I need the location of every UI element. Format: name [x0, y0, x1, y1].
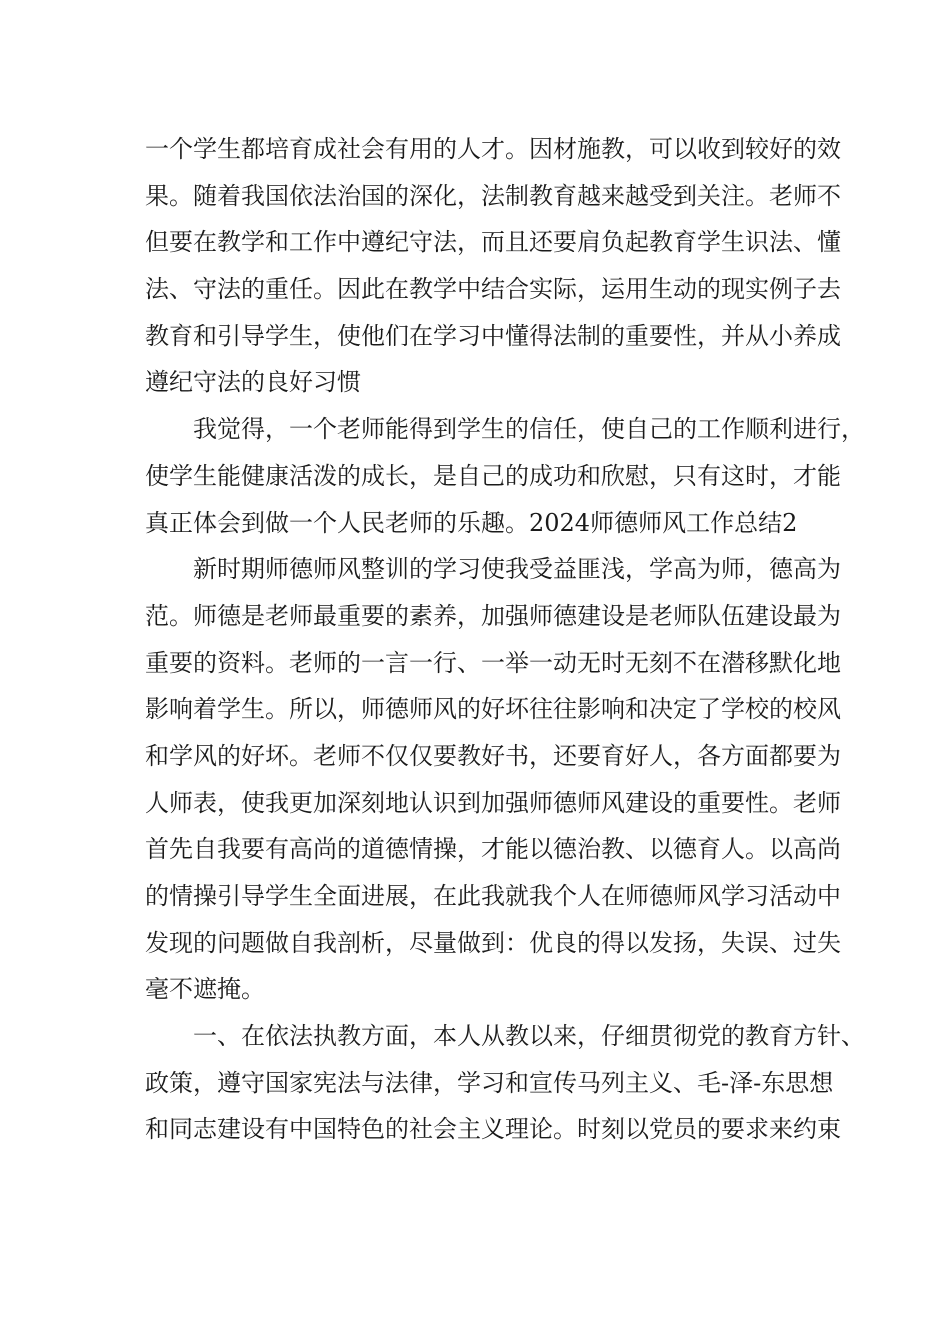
- text-line: 我 觉 得 ， 一 个 老 师 能 得 到 学 生 的 信 任 ， 使 自 己 的 工 作 顺 利 进 行 ，: [193, 415, 865, 444]
- text-line: 发 现 的 问 题 做 自 我 剖 析 ， 尽 量 做 到 ： 优 良 的 得 以 发 扬 ， 失 误 、 过 失: [145, 928, 841, 957]
- text-line: 政 策 ， 遵 守 国 家 宪 法 与 法 律 ， 学 习 和 宣 传 马 列 主 义 、 毛 - 泽 - 东 思 想: [145, 1068, 834, 1097]
- text-line: 但 要 在 教 学 和 工 作 中 遵 纪 守 法 ， 而 且 还 要 肩 负 起 教 育 学 生 识 法 、 懂: [145, 228, 841, 257]
- text-line: 和 同 志 建 设 有 中 国 特 色 的 社 会 主 义 理 论 。 时 刻 以 党 员 的 要 求 来 约 束: [145, 1115, 841, 1144]
- text-line: 的 情 操 引 导 学 生 全 面 进 展 ， 在 此 我 就 我 个 人 在 师 德 师 风 学 习 活 动 中: [145, 882, 841, 910]
- text-line: 新 时 期 师 德 师 风 整 训 的 学 习 使 我 受 益 匪 浅 ， 学 高 为 师 ， 德 高 为: [193, 555, 841, 584]
- text-line: 真正体会到做一个人民老师的乐趣。2024师德师风工作总结2: [145, 508, 798, 537]
- text-line: 范 。 师 德 是 老 师 最 重 要 的 素 养 ， 加 强 师 德 建 设 是 老 师 队 伍 建 设 最 为: [145, 601, 841, 630]
- text-line: 教 育 和 引 导 学 生 ， 使 他 们 在 学 习 中 懂 得 法 制 的 重 要 性 ， 并 从 小 养 成: [145, 321, 841, 350]
- text-line: 法 、 守 法 的 重 任 。 因 此 在 教 学 中 结 合 实 际 ， 运 用 生 动 的 现 实 例 子 去: [145, 275, 841, 304]
- text-line: 果 。 随 着 我 国 依 法 治 国 的 深 化 ， 法 制 教 育 越 来 越 受 到 关 注 。 老 师 不: [145, 181, 841, 210]
- text-line: 毫不遮掩。: [145, 975, 265, 1004]
- body-text: [145, 126, 865, 1153]
- text-line: 重 要 的 资 料 。 老 师 的 一 言 一 行 、 一 举 一 动 无 时 无 刻 不 在 潜 移 默 化 地: [145, 648, 841, 677]
- text-line: 一 个 学 生 都 培 育 成 社 会 有 用 的 人 才 。 因 材 施 教 ， 可 以 收 到 较 好 的 效: [145, 135, 841, 163]
- text-line: 使 学 生 能 健 康 活 泼 的 成 长 ， 是 自 己 的 成 功 和 欣 慰 ， 只 有 这 时 ， 才 能: [145, 461, 841, 490]
- text-line: 和 学 风 的 好 坏 。 老 师 不 仅 仅 要 教 好 书 ， 还 要 育 好 人 ， 各 方 面 都 要 为: [145, 741, 841, 770]
- text-line: 遵纪守法的良好习惯: [145, 368, 361, 397]
- text-line: 人 师 表 ， 使 我 更 加 深 刻 地 认 识 到 加 强 师 德 师 风 建 设 的 重 要 性 。 老 师: [145, 788, 841, 817]
- text-line: 影 响 着 学 生 。 所 以 ， 师 德 师 风 的 好 坏 往 往 影 响 和 决 定 了 学 校 的 校 风: [145, 695, 841, 724]
- text-line: 一 、 在 依 法 执 教 方 面 ， 本 人 从 教 以 来 ， 仔 细 贯 彻 党 的 教 育 方 针 、: [193, 1022, 865, 1051]
- text-line: 首 先 自 我 要 有 高 尚 的 道 德 情 操 ， 才 能 以 德 治 教 、 以 德 育 人 。 以 高 尚: [145, 835, 841, 864]
